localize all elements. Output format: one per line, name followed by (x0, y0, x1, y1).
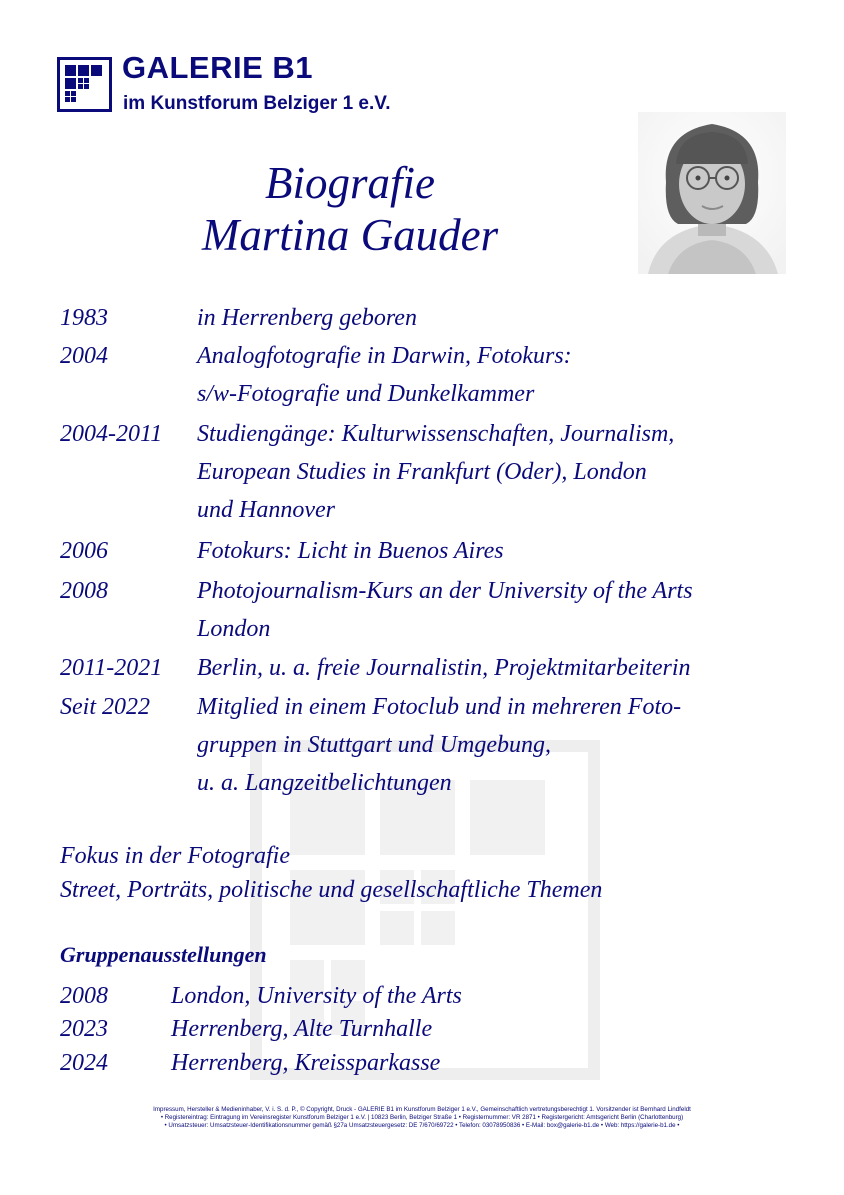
bio-text: gruppen in Stuttgart und Umgebung, (197, 732, 551, 758)
imprint-line-2: • Registereintrag: Eintragung im Vereinsregister Kunstforum Belziger 1 e.V. | 10823 Berlin, Belziger Straße 1 • Registernummer: VR 2871 • Registergericht: Amtsgericht Berlin (Charlottenburg) (160, 1114, 684, 1121)
bio-text: Photojournalism-Kurs an der University of the Arts (197, 578, 693, 604)
bio-text: Fotokurs: Licht in Buenos Aires (197, 538, 504, 564)
exhibition-text: London, University of the Arts (171, 983, 462, 1009)
bio-year: 2006 (60, 538, 108, 564)
bio-year: Seit 2022 (60, 694, 150, 720)
exhibition-year: 2024 (60, 1050, 108, 1076)
bio-text: in Herrenberg geboren (197, 305, 417, 331)
galerie-logo-icon (57, 57, 112, 112)
bio-text: u. a. Langzeitbelichtungen (197, 770, 452, 796)
brand-subtitle: im Kunstforum Belziger 1 e.V. (123, 93, 391, 114)
artist-portrait (638, 112, 786, 274)
bio-text: Mitglied in einem Fotoclub und in mehreren Foto- (197, 694, 682, 720)
imprint-line-1: Impressum, Hersteller & Medieninhaber, V. i. S. d. P., © Copyright, Druck - GALERIE B1 im Kunstforum Belziger 1 e.V., Gemeinschaftlich vertretungsberechtigt 1. Vorsitzender ist Bernhard Lindfeldt (153, 1106, 691, 1113)
exhibition-year: 2008 (60, 983, 108, 1009)
group-exhibitions-heading: Gruppenausstellungen (60, 942, 267, 967)
bio-text: London (197, 616, 271, 642)
bio-year: 2008 (60, 578, 108, 604)
bio-text: und Hannover (197, 497, 335, 523)
bio-text: European Studies in Frankfurt (Oder), London (197, 459, 647, 485)
exhibition-text: Herrenberg, Alte Turnhalle (171, 1016, 433, 1042)
exhibition-year: 2023 (60, 1016, 108, 1042)
artist-name: Martina Gauder (201, 210, 499, 260)
bio-year: 2011-2021 (60, 655, 163, 681)
focus-heading: Fokus in der Fotografie (60, 843, 290, 869)
bio-text: Analogfotografie in Darwin, Fotokurs: (197, 343, 572, 369)
focus-text: Street, Porträts, politische und gesellschaftliche Themen (60, 877, 603, 903)
bio-year: 1983 (60, 305, 108, 331)
brand-name: GALERIE B1 (122, 50, 314, 85)
exhibition-text: Herrenberg, Kreissparkasse (171, 1050, 441, 1076)
imprint-line-3: • Umsatzsteuer: Umsatzsteuer-Identifikationsnummer gemäß §27a Umsatzsteuergesetz: DE 7/670/69722 • Telefon: 03078950836 • E-Mail: box@galerie-b1.de • Web: https://galerie-b1.de • (164, 1122, 680, 1129)
page-title: Biografie (265, 158, 435, 208)
bio-year: 2004 (60, 343, 108, 369)
bio-text: Studiengänge: Kulturwissenschaften, Journalism, (197, 421, 675, 447)
bio-text: s/w-Fotografie und Dunkelkammer (197, 381, 535, 407)
bio-text: Berlin, u. a. freie Journalistin, Projektmitarbeiterin (197, 655, 691, 681)
bio-year: 2004-2011 (60, 421, 163, 447)
